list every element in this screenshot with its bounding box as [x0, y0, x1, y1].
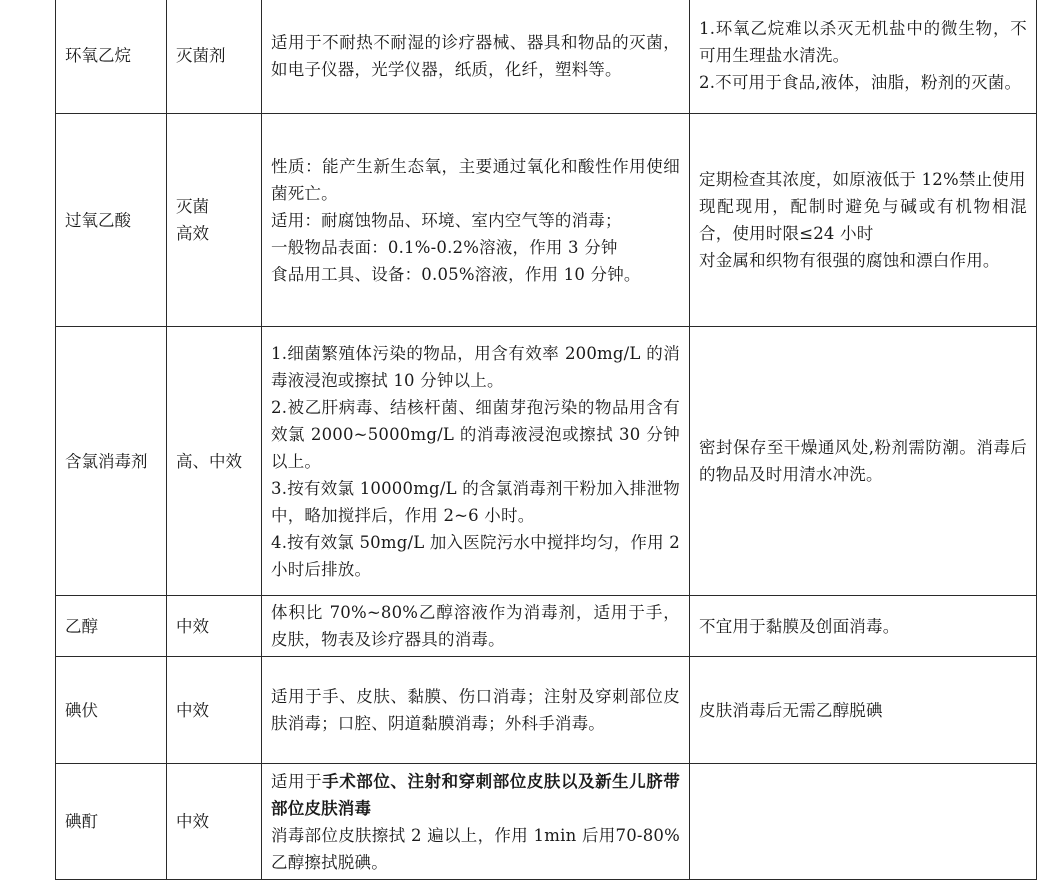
efficacy-cell [167, 327, 262, 596]
efficacy-cell [167, 764, 262, 880]
efficacy-cell [167, 0, 262, 114]
usage-text-plain: 适用于 [271, 771, 323, 791]
note-text: 密封保存至干燥通风处,粉剂需防潮。消毒后的物品及时用清水冲洗。 [699, 438, 1027, 484]
agent-name-cell [56, 0, 167, 114]
efficacy-level: 高、中效 [176, 451, 242, 471]
usage-text: 适用于手、皮肤、黏膜、伤口消毒；注射及穿刺部位皮肤消毒；口腔、阴道黏膜消毒；外科手消毒。 [271, 687, 680, 733]
usage-cell [262, 114, 690, 327]
efficacy-cell [167, 657, 262, 764]
agent-name-cell [56, 114, 167, 327]
usage-text: 适用于不耐热不耐湿的诊疗器械、器具和物品的灭菌，如电子仪器，光学仪器，纸质，化纤，塑料等。 [271, 32, 680, 79]
usage-cell [262, 0, 690, 114]
usage-text: 适用：耐腐蚀物品、环境、室内空气等的消毒； [271, 210, 622, 230]
notes-cell [690, 114, 1037, 327]
usage-text: 1.细菌繁殖体污染的物品，用含有效率 200mg/L 的消毒液浸泡或擦拭 10 分钟以上。 [271, 343, 680, 390]
agent-name-cell [56, 596, 167, 657]
usage-cell [262, 596, 690, 657]
note-text: 对金属和织物有很强的腐蚀和漂白作用。 [699, 251, 1000, 270]
usage-text-mixed [271, 768, 680, 822]
disinfectant-table [55, 0, 1037, 880]
table-row [56, 596, 1037, 657]
usage-text-bold: 手术部位、注射和穿刺部位皮肤以及新生儿脐带部位皮肤消毒 [271, 771, 680, 818]
note-text: 现配现用，配制时避免与碱或有机物相混合，使用时限≤24 小时 [699, 197, 1027, 243]
agent-name-cell [56, 764, 167, 880]
table-row [56, 764, 1037, 880]
efficacy-level: 灭菌 [176, 197, 209, 216]
usage-cell [262, 657, 690, 764]
agent-name: 含氯消毒剂 [65, 451, 148, 471]
note-text: 皮肤消毒后无需乙醇脱碘 [699, 700, 883, 720]
notes-cell [690, 764, 1037, 880]
notes-cell [690, 596, 1037, 657]
efficacy-level: 灭菌剂 [176, 46, 226, 65]
usage-text: 性质：能产生新生态氧，主要通过氧化和酸性作用使细菌死亡。 [271, 156, 680, 203]
table-row [56, 0, 1037, 114]
note-text: 2.不可用于食品,液体，油脂，粉剂的灭菌。 [699, 73, 1022, 92]
usage-text: 3.按有效氯 10000mg/L 的含氯消毒剂干粉加入排泄物中，略加搅拌后，作用 2~6 小时。 [271, 478, 680, 525]
usage-text: 食品用工具、设备：0.05%溶液，作用 10 分钟。 [271, 264, 641, 284]
agent-name: 乙醇 [65, 616, 98, 636]
efficacy-level: 中效 [176, 616, 209, 636]
efficacy-level: 高效 [176, 224, 209, 243]
efficacy-cell [167, 114, 262, 327]
note-text: 不宜用于黏膜及创面消毒。 [699, 616, 900, 636]
note-text: 1.环氧乙烷难以杀灭无机盐中的微生物，不可用生理盐水清洗。 [699, 19, 1027, 65]
notes-cell [690, 657, 1037, 764]
agent-name: 碘伏 [65, 700, 98, 720]
agent-name-cell [56, 327, 167, 596]
notes-cell [690, 327, 1037, 596]
usage-text: 消毒部位皮肤擦拭 2 遍以上，作用 1min 后用70-80%乙醇擦拭脱碘。 [271, 825, 680, 872]
table-row [56, 657, 1037, 764]
efficacy-cell [167, 596, 262, 657]
efficacy-level: 中效 [176, 812, 209, 831]
agent-name: 过氧乙酸 [65, 210, 131, 230]
usage-text: 2.被乙肝病毒、结核杆菌、细菌芽孢污染的物品用含有效氯 2000~5000mg/L 的消毒液浸泡或擦拭 30 分钟以上。 [271, 397, 680, 471]
agent-name: 环氧乙烷 [65, 46, 131, 65]
efficacy-level: 中效 [176, 700, 209, 720]
usage-text: 4.按有效氯 50mg/L 加入医院污水中搅拌均匀，作用 2 小时后排放。 [271, 532, 680, 579]
usage-text: 体积比 70%~80%乙醇溶液作为消毒剂，适用于手，皮肤，物表及诊疗器具的消毒。 [271, 603, 680, 649]
usage-cell [262, 764, 690, 880]
note-text: 定期检查其浓度，如原液低于 12%禁止使用 [699, 170, 1026, 189]
table-row [56, 114, 1037, 327]
agent-name-cell [56, 657, 167, 764]
table-row [56, 327, 1037, 596]
notes-cell [690, 0, 1037, 114]
usage-text: 一般物品表面：0.1%-0.2%溶液，作用 3 分钟 [271, 237, 618, 257]
agent-name: 碘酊 [65, 812, 98, 831]
usage-cell [262, 327, 690, 596]
